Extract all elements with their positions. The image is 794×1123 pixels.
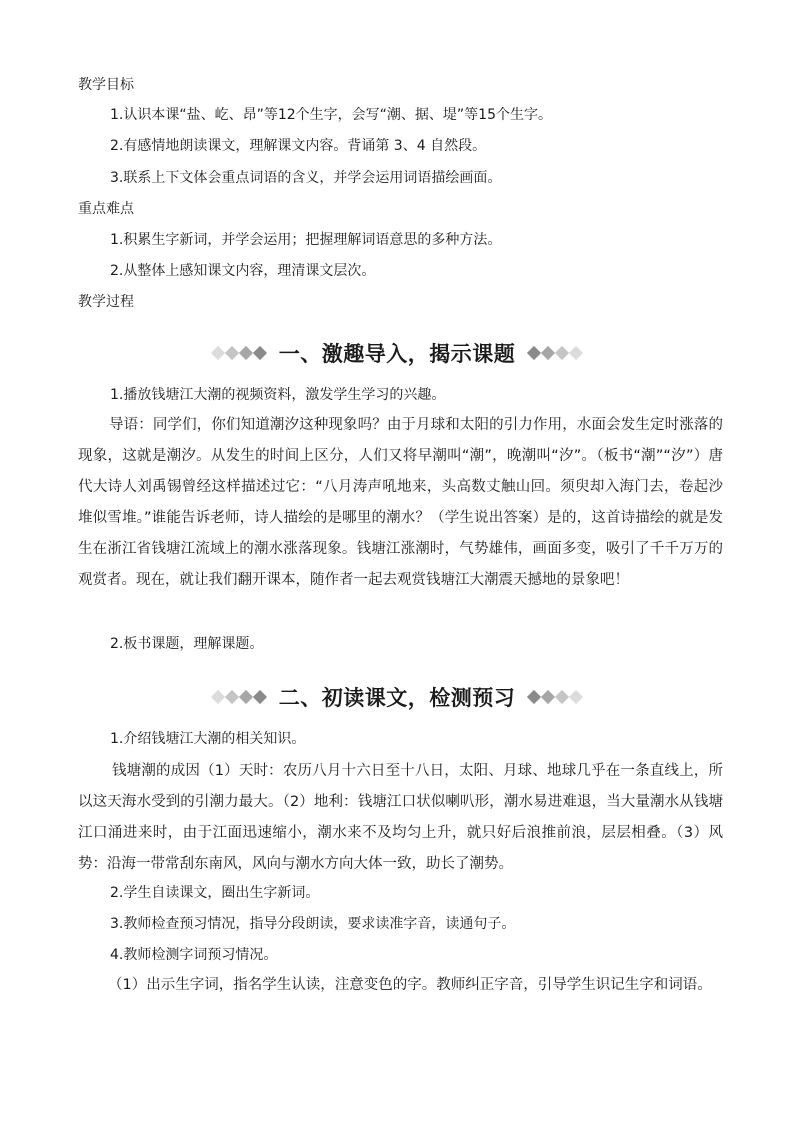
diamond-icon [211,690,225,704]
section2-item: 4.教师检测字词预习情况。 [110,947,278,963]
diamond-icon [253,690,267,704]
diamond-icon [555,346,569,360]
intro-paragraph: 导语：同学们，你们知道潮汐这种现象吗？由于月球和太阳的引力作用，水面会发生定时涨落的现象，这就是潮汐。从发生的时间上区分，人们又将早潮叫“潮”，晚潮叫“汐”。（板书“潮”“汐”）唐代大诗人刘禹锡曾经这样描述过它：“八月涛声吼地来，头高数丈触山回。须臾却入海门去，卷起沙堆似雪堆。”谁能告诉老师，诗人描绘的是哪里的潮水？（学生说出答案）是的，这首诗描绘的就是发生在浙江省钱塘江流域上的潮水涨落现象。钱塘江涨潮时，气势雄伟，画面多变，吸引了千千万万的观赏者。现在，就让我们翻开课本，随作者一起去观赏钱塘江大潮震天撼地的景象吧！ [78,417,723,588]
section1-item: 2.板书课题，理解课题。 [110,636,264,652]
keypoint-item: 1.积累生字新词，并学会运用；把握理解词语意思的多种方法。 [110,232,502,248]
process-heading: 教学过程 [78,294,134,310]
diamond-icon [211,346,225,360]
section-title: 一、激趣导入，揭示课题 [278,342,516,366]
diamond-icon [527,690,541,704]
goal-item: 2.有感情地朗读课文，理解课文内容。背诵第 3、4 自然段。 [110,138,487,154]
section2-item: 3.教师检查预习情况，指导分段朗读，要求读准字音，读通句子。 [110,916,516,932]
section-heading-1 [0,338,794,368]
goal-item: 3.联系上下文体会重点词语的含义，并学会运用词语描绘画面。 [110,170,502,186]
diamond-icon [569,346,583,360]
keypoint-item: 2.从整体上感知课文内容，理清课文层次。 [110,263,376,279]
diamond-decoration-left [213,348,265,358]
diamond-icon [541,346,555,360]
diamond-icon [225,690,239,704]
section-title: 二、初读课文，检测预习 [278,686,516,710]
section2-item: 1.介绍钱塘江大潮的相关知识。 [110,731,306,747]
diamond-icon [541,690,555,704]
keypoints-heading: 重点难点 [78,201,134,217]
tide-cause-paragraph: 钱塘潮的成因（1）天时：农历八月十六日至十八日，太阳、月球、地球几乎在一条直线上，所以这天海水受到的引潮力最大。（2）地利：钱塘江口状似喇叭形，潮水易进难退，当大量潮水从钱塘江口涌进来时，由于江面迅速缩小，潮水来不及均匀上升，就只好后浪推前浪，层层相叠。（3）风势：沿海一带常刮东南风，风向与潮水方向大体一致，助长了潮势。 [78,763,723,872]
diamond-decoration-left [213,692,265,702]
diamond-decoration-right [529,348,581,358]
diamond-icon [555,690,569,704]
diamond-decoration-right [529,692,581,702]
diamond-icon [239,690,253,704]
goal-item: 1.认识本课“盐、屹、昂”等12个生字，会写“潮、据、堤”等15个生字。 [110,107,552,123]
section1-item: 1.播放钱塘江大潮的视频资料，激发学生学习的兴趣。 [110,387,446,403]
diamond-icon [527,346,541,360]
diamond-icon [225,346,239,360]
section2-item: 2.学生自读课文，圈出生字新词。 [110,885,320,901]
diamond-icon [253,346,267,360]
goals-heading: 教学目标 [78,77,134,93]
diamond-icon [239,346,253,360]
section2-subitem: （1）出示生字词，指名学生认读，注意变色的字。教师纠正字音，引导学生识记生字和词语。 [108,977,712,993]
section-heading-2 [0,682,794,712]
diamond-icon [569,690,583,704]
